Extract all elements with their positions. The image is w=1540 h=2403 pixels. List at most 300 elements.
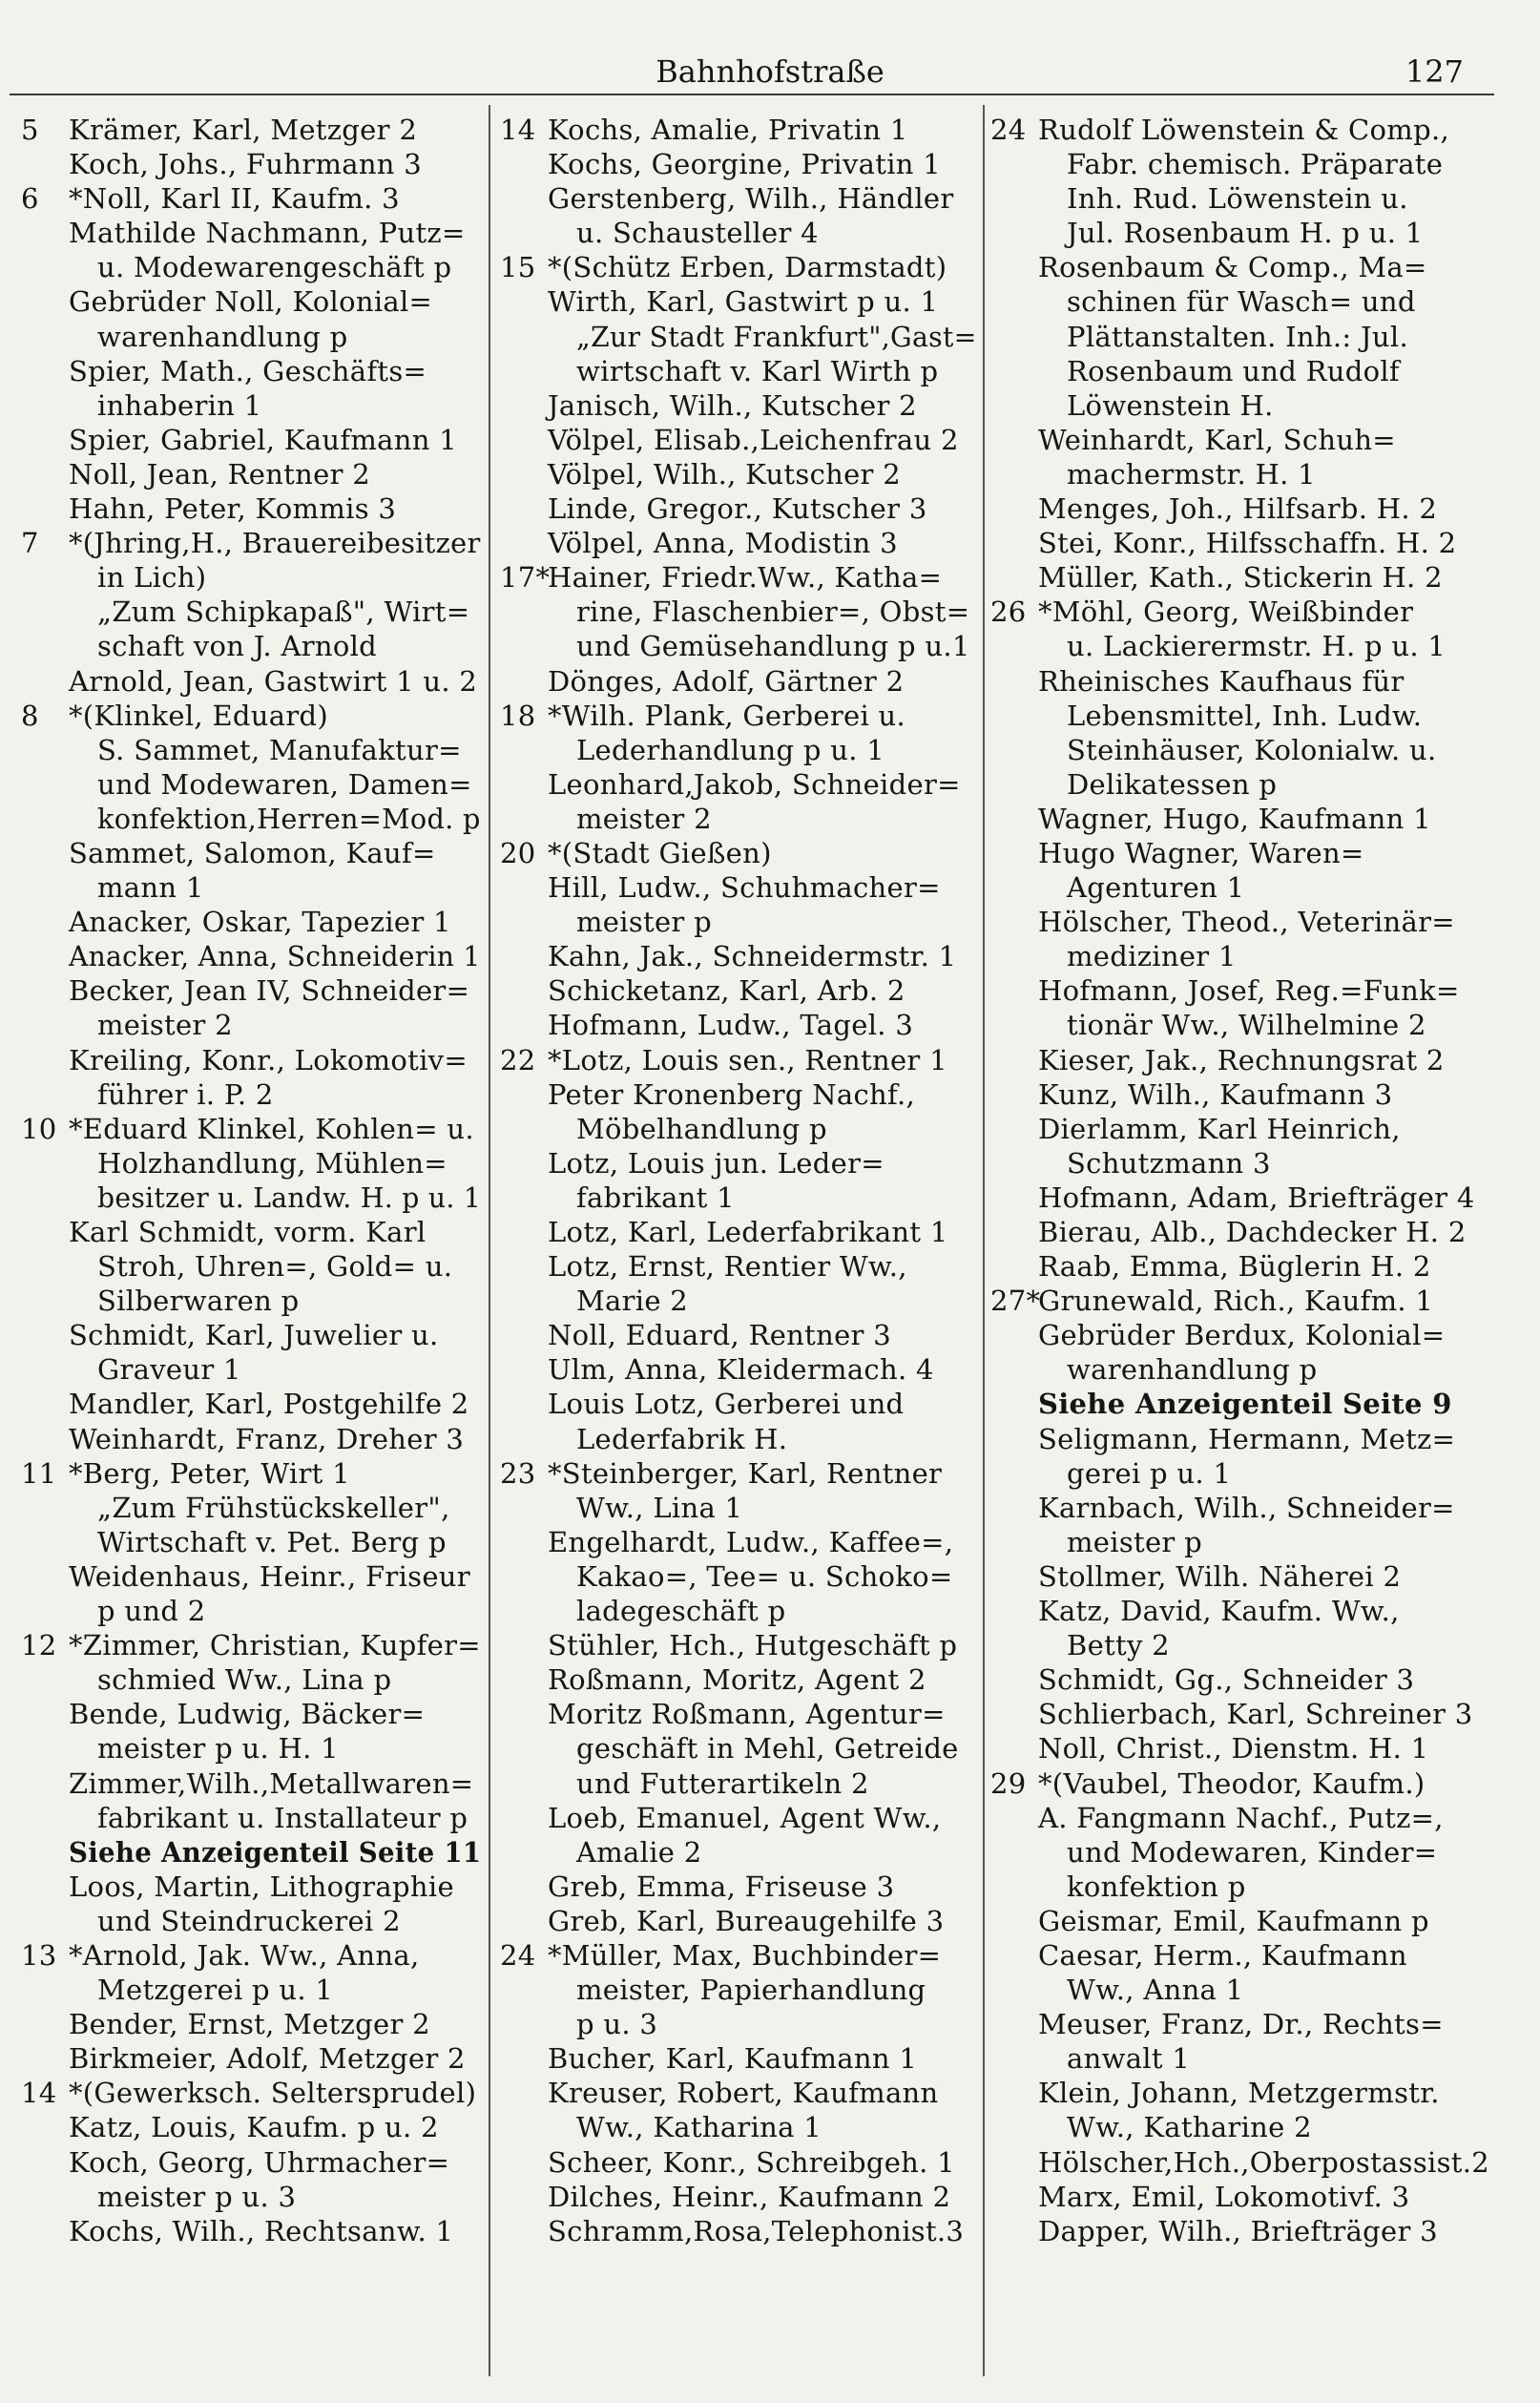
directory-entry-line — [500, 1181, 977, 1215]
entry-text: und Modewaren, Kinder= — [1067, 1835, 1438, 1869]
directory-entry-line — [21, 1904, 481, 1938]
directory-entry-line — [500, 181, 977, 216]
entry-text: anwalt 1 — [1067, 2042, 1191, 2076]
entry-text: rine, Flaschenbier=, Obst= — [576, 596, 970, 629]
entry-text: Klein, Johann, Metzgermstr. — [1038, 2077, 1440, 2110]
directory-entry-line — [990, 1146, 1494, 1181]
directory-entry-line — [990, 216, 1494, 250]
directory-entry-line — [500, 767, 977, 802]
directory-entry-line — [990, 423, 1494, 457]
directory-entry-line — [990, 1904, 1494, 1938]
directory-entry-line — [21, 1318, 481, 1352]
entry-text: Schicketanz, Karl, Arb. 2 — [548, 974, 905, 1008]
directory-entry-line — [990, 870, 1494, 905]
directory-entry-line — [500, 870, 977, 905]
entry-text: *Müller, Max, Buchbinder= — [548, 1938, 942, 1972]
entry-text: und Modewaren, Damen= — [97, 767, 472, 801]
entry-text: Ww., Lina 1 — [576, 1491, 743, 1524]
directory-entry-line — [21, 973, 481, 1008]
house-number: 17* — [500, 561, 551, 595]
directory-entry-line — [21, 870, 481, 905]
entry-text: und Futterartikeln 2 — [576, 1766, 869, 1800]
entry-text: Leonhard,Jakob, Schneider= — [548, 767, 961, 801]
entry-text: warenhandlung p — [97, 320, 348, 353]
entry-text: Stroh, Uhren=, Gold= u. — [97, 1250, 453, 1284]
entry-text: Wagner, Hugo, Kaufmann 1 — [1038, 802, 1431, 835]
entry-text: Ulm, Anna, Kleidermach. 4 — [548, 1353, 934, 1387]
directory-entry-line — [500, 699, 977, 733]
directory-entry-line — [21, 354, 481, 388]
directory-entry-line — [990, 284, 1494, 319]
entry-text: Bierau, Alb., Dachdecker H. 2 — [1038, 1216, 1467, 1248]
directory-entry-line — [990, 388, 1494, 423]
entry-text: Bucher, Karl, Kaufmann 1 — [548, 2042, 918, 2076]
directory-entry-line — [500, 423, 977, 457]
house-number: 6 — [21, 182, 39, 216]
column-divider — [983, 105, 985, 2376]
directory-entry-line — [21, 181, 481, 216]
column-1 — [21, 113, 481, 2248]
entry-text: Bender, Ernst, Metzger 2 — [69, 2008, 430, 2041]
directory-entry-line — [21, 1835, 481, 1870]
entry-text: Koch, Johs., Fuhrmann 3 — [69, 148, 423, 181]
entry-text: Agenturen 1 — [1067, 871, 1245, 905]
entry-text: Dierlamm, Karl Heinrich, — [1038, 1112, 1401, 1145]
entry-text: Karnbach, Wilh., Schneider= — [1038, 1491, 1455, 1524]
directory-entry-line — [21, 1456, 481, 1491]
directory-entry-line — [990, 2076, 1494, 2110]
directory-entry-line — [500, 1731, 977, 1766]
entry-text: Greb, Emma, Friseuse 3 — [548, 1870, 895, 1903]
directory-entry-line — [990, 1215, 1494, 1249]
entry-text: Scheer, Konr., Schreibgeh. 1 — [548, 2145, 955, 2179]
directory-entry-line — [21, 1731, 481, 1766]
entry-text: *Eduard Klinkel, Kohlen= u. — [69, 1112, 474, 1145]
entry-text: meister, Papierhandlung — [576, 1974, 926, 2007]
directory-entry-line — [990, 526, 1494, 560]
entry-text: Schramm,Rosa,Telephonist.3 — [548, 2214, 965, 2247]
entry-text: Lotz, Louis jun. Leder= — [548, 1146, 884, 1180]
directory-entry-line — [500, 1904, 977, 1938]
directory-entry-line — [21, 560, 481, 595]
directory-entry-line — [21, 1249, 481, 1284]
entry-text: Geismar, Emil, Kaufmann p — [1038, 1904, 1429, 1937]
entry-text: Kochs, Amalie, Privatin 1 — [548, 114, 908, 146]
entry-text: Inh. Rud. Löwenstein u. — [1067, 182, 1408, 216]
directory-entry-line — [500, 629, 977, 663]
entry-text: besitzer u. Landw. H. p u. 1 — [97, 1181, 482, 1214]
directory-entry-line — [21, 1870, 481, 1904]
entry-text: Lotz, Karl, Lederfabrikant 1 — [548, 1216, 948, 1248]
directory-entry-line — [21, 216, 481, 250]
directory-entry-line — [990, 1594, 1494, 1628]
entry-text: Kochs, Wilh., Rechtsanw. 1 — [69, 2214, 454, 2247]
advertisement-reference: Siehe Anzeigenteil Seite 9 — [1038, 1388, 1452, 1421]
directory-entry-line — [990, 1973, 1494, 2007]
directory-entry-line — [21, 699, 481, 733]
directory-entry-line — [500, 802, 977, 836]
entry-text: *(Vaubel, Theodor, Kaufm.) — [1038, 1766, 1426, 1800]
house-number: 7 — [21, 527, 39, 560]
directory-entry-line — [990, 1112, 1494, 1146]
entry-text: u. Modewarengeschäft p — [97, 251, 452, 284]
directory-entry-line — [500, 973, 977, 1008]
directory-entry-line — [990, 1352, 1494, 1387]
directory-entry-line — [990, 1662, 1494, 1697]
entry-text: Dapper, Wilh., Briefträger 3 — [1038, 2214, 1438, 2247]
entry-text: Loeb, Emanuel, Agent Ww., — [548, 1801, 942, 1834]
entry-text: Hölscher,Hch.,Oberpostassist.2 — [1038, 2145, 1489, 2179]
directory-entry-line — [990, 905, 1494, 939]
directory-entry-line — [500, 1973, 977, 2007]
directory-entry-line — [500, 1801, 977, 1835]
entry-text: meister p — [576, 906, 712, 939]
house-number: 20 — [500, 836, 536, 869]
directory-entry-line — [21, 1662, 481, 1697]
directory-entry-line — [500, 457, 977, 491]
entry-text: *(Klinkel, Eduard) — [69, 699, 328, 732]
entry-text: und Steindruckerei 2 — [97, 1904, 401, 1937]
entry-text: Katz, David, Kaufm. Ww., — [1038, 1595, 1400, 1628]
entry-text: Weinhardt, Karl, Schuh= — [1038, 423, 1396, 456]
entry-text: Noll, Eduard, Rentner 3 — [548, 1319, 891, 1352]
entry-text: *(Schütz Erben, Darmstadt) — [548, 251, 947, 284]
directory-entry-line — [21, 1043, 481, 1077]
directory-entry-line — [500, 1628, 977, 1662]
entry-text: warenhandlung p — [1067, 1353, 1318, 1387]
entry-text: Rudolf Löwenstein & Comp., — [1038, 114, 1449, 146]
directory-entry-line — [21, 1559, 481, 1594]
entry-text: Kahn, Jak., Schneidermstr. 1 — [548, 940, 957, 973]
directory-entry-line — [990, 973, 1494, 1008]
entry-text: Weinhardt, Franz, Dreher 3 — [69, 1422, 465, 1455]
directory-entry-line — [21, 664, 481, 699]
directory-entry-line — [21, 320, 481, 354]
entry-text: Löwenstein H. — [1067, 388, 1274, 422]
entry-text: Stühler, Hch., Hutgeschäft p — [548, 1629, 958, 1662]
entry-text: in Lich) — [97, 561, 207, 595]
entry-text: Roßmann, Moritz, Agent 2 — [548, 1663, 926, 1697]
directory-entry-line — [21, 836, 481, 870]
directory-entry-line — [990, 457, 1494, 491]
entry-text: S. Sammet, Manufaktur= — [97, 733, 462, 766]
entry-text: Gebrüder Berdux, Kolonial= — [1038, 1319, 1446, 1352]
entry-text: geschäft in Mehl, Getreide — [576, 1732, 959, 1766]
directory-entry-line — [500, 560, 977, 595]
directory-entry-line — [990, 1422, 1494, 1456]
entry-text: Gebrüder Noll, Kolonial= — [69, 285, 433, 319]
directory-entry-line — [500, 1697, 977, 1731]
entry-text: Greb, Karl, Bureaugehilfe 3 — [548, 1904, 945, 1937]
directory-entry-line — [21, 491, 481, 526]
directory-entry-line — [500, 284, 977, 319]
directory-entry-line — [500, 147, 977, 181]
entry-text: konfektion,Herren=Mod. p — [97, 802, 481, 835]
house-number: 29 — [990, 1766, 1027, 1800]
entry-text: *(Jhring,H., Brauereibesitzer — [69, 527, 481, 560]
entry-text: Peter Kronenberg Nachf., — [548, 1077, 916, 1111]
entry-text: Zimmer,Wilh.,Metallwaren= — [69, 1766, 474, 1800]
directory-entry-line — [21, 733, 481, 767]
house-number: 22 — [500, 1043, 536, 1076]
directory-entry-line — [990, 1456, 1494, 1491]
entry-text: Müller, Kath., Stickerin H. 2 — [1038, 561, 1443, 595]
directory-entry-line — [990, 629, 1494, 663]
house-number: 15 — [500, 251, 536, 284]
entry-text: Krämer, Karl, Metzger 2 — [69, 114, 418, 146]
entry-text: mediziner 1 — [1067, 940, 1237, 973]
directory-entry-line — [500, 2145, 977, 2180]
directory-entry-line — [21, 2007, 481, 2041]
entry-text: Schutzmann 3 — [1067, 1146, 1271, 1180]
directory-entry-line — [990, 939, 1494, 973]
directory-entry-line — [990, 1766, 1494, 1801]
directory-entry-line — [500, 664, 977, 699]
entry-text: Hofmann, Ludw., Tagel. 3 — [548, 1009, 914, 1042]
directory-entry-line — [990, 1181, 1494, 1215]
directory-entry-line — [21, 767, 481, 802]
directory-entry-line — [21, 1766, 481, 1801]
entry-text: Steinhäuser, Kolonialw. u. — [1067, 733, 1437, 766]
entry-text: Dönges, Adolf, Gärtner 2 — [548, 664, 905, 698]
entry-text: Lotz, Ernst, Rentier Ww., — [548, 1250, 907, 1284]
entry-text: ladegeschäft p — [576, 1595, 786, 1628]
entry-text: *Möhl, Georg, Weißbinder — [1038, 596, 1414, 629]
directory-entry-line — [500, 1559, 977, 1594]
directory-entry-line — [500, 526, 977, 560]
entry-text: Stollmer, Wilh. Näherei 2 — [1038, 1559, 1402, 1593]
directory-entry-line — [990, 1801, 1494, 1835]
directory-entry-line — [500, 939, 977, 973]
entry-text: *Arnold, Jak. Ww., Anna, — [69, 1938, 420, 1972]
entry-text: *(Gewerksch. Seltersprudel) — [69, 2077, 477, 2110]
directory-entry-line — [990, 595, 1494, 629]
house-number: 10 — [21, 1112, 57, 1145]
directory-entry-line — [21, 2180, 481, 2214]
directory-entry-line — [21, 1594, 481, 1628]
entry-text: Kunz, Wilh., Kaufmann 3 — [1038, 1077, 1393, 1111]
directory-entry-line — [990, 1628, 1494, 1662]
entry-text: Wirth, Karl, Gastwirt p u. 1 — [548, 285, 939, 319]
entry-text: Noll, Jean, Rentner 2 — [69, 457, 371, 491]
entry-text: u. Schausteller 4 — [576, 217, 819, 250]
entry-text: Anacker, Oskar, Tapezier 1 — [69, 906, 451, 939]
directory-entry-line — [500, 354, 977, 388]
entry-text: Mandler, Karl, Postgehilfe 2 — [69, 1388, 469, 1421]
directory-entry-line — [500, 1352, 977, 1387]
directory-entry-line — [500, 1662, 977, 1697]
directory-entry-line — [990, 113, 1494, 147]
page-number: 127 — [1405, 53, 1464, 90]
entry-text: „Zur Stadt Frankfurt",Gast= — [576, 320, 977, 353]
house-number: 14 — [21, 2077, 57, 2110]
directory-entry-line — [500, 1112, 977, 1146]
entry-text: *Berg, Peter, Wirt 1 — [69, 1456, 350, 1490]
entry-text: p u. 3 — [576, 2008, 658, 2041]
house-number: 11 — [21, 1456, 57, 1490]
directory-entry-line — [21, 1387, 481, 1421]
directory-entry-line — [21, 1146, 481, 1181]
house-number: 26 — [990, 596, 1027, 629]
entry-text: Lederhandlung p u. 1 — [576, 733, 884, 766]
entry-text: Schmidt, Gg., Schneider 3 — [1038, 1663, 1415, 1697]
directory-entry-line — [500, 1870, 977, 1904]
entry-text: Lebensmittel, Inh. Ludw. — [1067, 699, 1423, 732]
directory-entry-line — [500, 1594, 977, 1628]
entry-text: Ww., Anna 1 — [1067, 1974, 1244, 2007]
entry-text: konfektion p — [1067, 1870, 1246, 1903]
advertisement-reference: Siehe Anzeigenteil Seite 11 — [69, 1835, 482, 1869]
entry-text: *Lotz, Louis sen., Rentner 1 — [548, 1043, 947, 1076]
directory-entry-line — [21, 1973, 481, 2007]
directory-entry-line — [990, 1318, 1494, 1352]
directory-entry-line — [500, 1284, 977, 1318]
entry-text: Hahn, Peter, Kommis 3 — [69, 492, 397, 526]
directory-entry-line — [990, 1559, 1494, 1594]
column-divider — [489, 105, 490, 2376]
entry-text: Kreiling, Konr., Lokomotiv= — [69, 1043, 468, 1076]
directory-entry-line — [500, 1387, 977, 1421]
entry-text: u. Lackierermstr. H. p u. 1 — [1067, 630, 1446, 663]
entry-text: Marie 2 — [576, 1285, 689, 1318]
directory-entry-line — [21, 250, 481, 284]
entry-text: gerei p u. 1 — [1067, 1456, 1232, 1490]
directory-entry-line — [990, 1938, 1494, 1973]
directory-entry-line — [990, 320, 1494, 354]
directory-entry-line — [500, 595, 977, 629]
directory-entry-line — [21, 802, 481, 836]
directory-entry-line — [21, 1801, 481, 1835]
entry-text: Linde, Gregor., Kutscher 3 — [548, 492, 927, 526]
house-number: 24 — [990, 114, 1027, 146]
entry-text: schmied Ww., Lina p — [97, 1663, 392, 1697]
directory-entry-line — [500, 1766, 977, 1801]
directory-entry-line — [21, 423, 481, 457]
directory-entry-line — [500, 733, 977, 767]
directory-entry-line — [990, 1387, 1494, 1421]
directory-entry-line — [990, 2041, 1494, 2076]
entry-text: Völpel, Anna, Modistin 3 — [548, 527, 898, 560]
directory-entry-line — [21, 1008, 481, 1042]
directory-entry-line — [21, 1525, 481, 1559]
directory-entry-line — [21, 629, 481, 663]
directory-entry-line — [990, 1491, 1494, 1525]
entry-text: Amalie 2 — [576, 1835, 702, 1869]
entry-text: Engelhardt, Ludw., Kaffee=, — [548, 1525, 954, 1558]
directory-entry-line — [500, 1422, 977, 1456]
directory-entry-line — [21, 457, 481, 491]
entry-text: Mathilde Nachmann, Putz= — [69, 217, 466, 250]
entry-text: Wirtschaft v. Pet. Berg p — [97, 1525, 447, 1558]
directory-entry-line — [500, 2076, 977, 2110]
entry-text: Janisch, Wilh., Kutscher 2 — [548, 388, 917, 422]
entry-text: Moritz Roßmann, Agentur= — [548, 1698, 946, 1731]
directory-entry-line — [500, 320, 977, 354]
entry-text: Graveur 1 — [97, 1353, 241, 1387]
entry-text: Weidenhaus, Heinr., Friseur — [69, 1559, 470, 1593]
entry-text: Spier, Math., Geschäfts= — [69, 354, 427, 387]
directory-entry-line — [990, 1008, 1494, 1042]
entry-text: Hainer, Friedr.Ww., Katha= — [548, 561, 943, 595]
entry-text: tionär Ww., Wilhelmine 2 — [1067, 1009, 1426, 1042]
directory-entry-line — [990, 2180, 1494, 2214]
entry-text: meister 2 — [97, 1009, 233, 1042]
directory-entry-line — [21, 595, 481, 629]
entry-text: Meuser, Franz, Dr., Rechts= — [1038, 2008, 1444, 2041]
directory-entry-line — [21, 1697, 481, 1731]
directory-entry-line — [990, 664, 1494, 699]
directory-entry-line — [500, 1008, 977, 1042]
directory-entry-line — [500, 1456, 977, 1491]
directory-entry-line — [990, 560, 1494, 595]
house-number: 24 — [500, 1938, 536, 1972]
directory-entry-line — [990, 1043, 1494, 1077]
directory-entry-line — [21, 2110, 481, 2144]
entry-text: Hill, Ludw., Schuhmacher= — [548, 871, 941, 905]
house-number: 5 — [21, 114, 39, 146]
entry-text: meister 2 — [576, 802, 712, 835]
street-title: Bahnhofstraße — [656, 53, 884, 90]
entry-text: Seligmann, Hermann, Metz= — [1038, 1422, 1456, 1455]
entry-text: Stei, Konr., Hilfsschaffn. H. 2 — [1038, 527, 1457, 560]
directory-entry-line — [21, 1628, 481, 1662]
directory-entry-line — [500, 250, 977, 284]
entry-text: Sammet, Salomon, Kauf= — [69, 836, 436, 869]
entry-text: und Gemüsehandlung p u.1 — [576, 630, 970, 663]
directory-entry-line — [21, 1112, 481, 1146]
page-header — [0, 48, 1540, 95]
house-number: 23 — [500, 1456, 536, 1490]
directory-entry-line — [21, 1215, 481, 1249]
directory-entry-line — [500, 388, 977, 423]
directory-entry-line — [500, 1077, 977, 1112]
directory-entry-line — [990, 2145, 1494, 2180]
directory-entry-line — [21, 113, 481, 147]
directory-entry-line — [21, 526, 481, 560]
entry-text: Anacker, Anna, Schneiderin 1 — [69, 940, 481, 973]
entry-text: *Wilh. Plank, Gerberei u. — [548, 699, 906, 732]
directory-entry-line — [500, 2007, 977, 2041]
directory-entry-line — [21, 1077, 481, 1112]
entry-text: Louis Lotz, Gerberei und — [548, 1388, 905, 1421]
entry-text: Kieser, Jak., Rechnungsrat 2 — [1038, 1043, 1445, 1076]
directory-entry-line — [21, 1352, 481, 1387]
directory-entry-line — [990, 147, 1494, 181]
entry-text: Delikatessen p — [1067, 767, 1278, 801]
entry-text: schaft von J. Arnold — [97, 630, 378, 663]
directory-entry-line — [990, 802, 1494, 836]
directory-entry-line — [21, 1284, 481, 1318]
entry-text: Hofmann, Adam, Briefträger 4 — [1038, 1181, 1475, 1214]
directory-entry-line — [500, 905, 977, 939]
entry-text: Rosenbaum und Rudolf — [1067, 354, 1400, 387]
entry-text: wirtschaft v. Karl Wirth p — [576, 354, 939, 387]
directory-entry-line — [21, 147, 481, 181]
directory-entry-line — [990, 354, 1494, 388]
entry-text: Hugo Wagner, Waren= — [1038, 836, 1364, 869]
directory-entry-line — [21, 2214, 481, 2248]
directory-entry-line — [500, 113, 977, 147]
directory-entry-line — [500, 1835, 977, 1870]
directory-entry-line — [990, 181, 1494, 216]
entry-text: Fabr. chemisch. Präparate — [1067, 148, 1444, 181]
directory-entry-line — [500, 1215, 977, 1249]
entry-text: Möbelhandlung p — [576, 1112, 827, 1145]
directory-entry-line — [990, 1284, 1494, 1318]
directory-entry-line — [990, 1525, 1494, 1559]
directory-entry-line — [21, 1422, 481, 1456]
directory-entry-line — [500, 1249, 977, 1284]
